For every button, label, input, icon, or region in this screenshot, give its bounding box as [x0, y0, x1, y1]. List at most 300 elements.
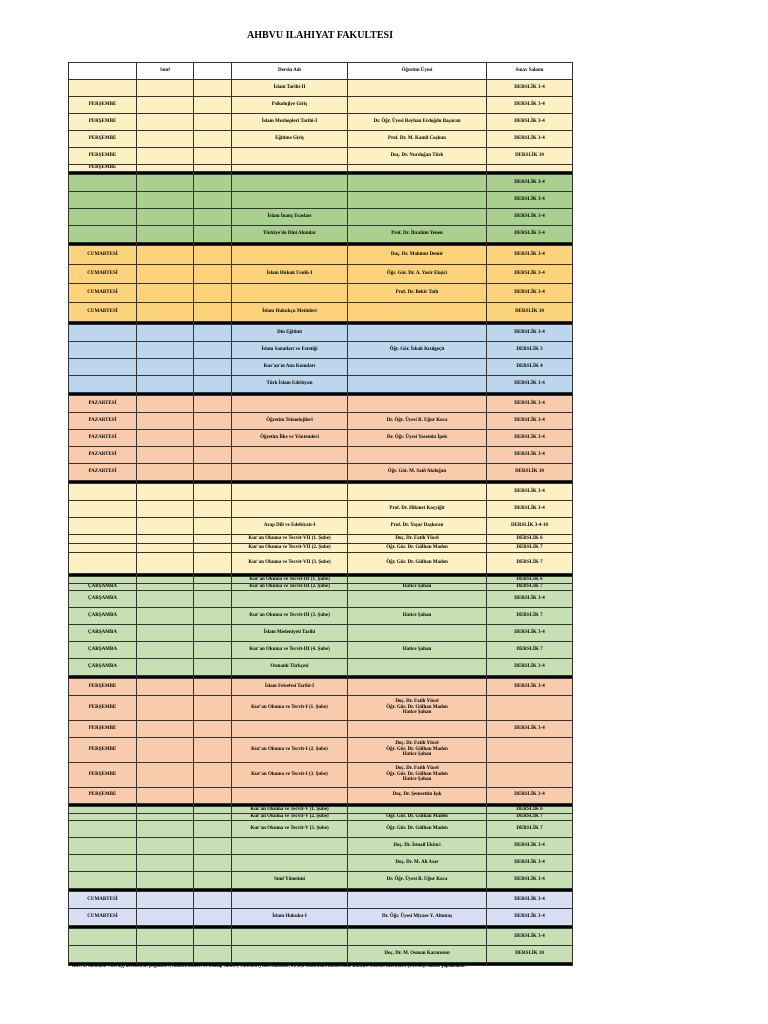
day-cell	[69, 483, 137, 500]
teacher-cell: Öğr. Gör. Dr. Gülhan Maden	[348, 552, 487, 573]
blank-cell	[194, 463, 232, 480]
teacher-cell: Doç. Dr. M. Ali Asar	[348, 854, 487, 871]
table-row	[69, 720, 573, 737]
blank-cell	[194, 302, 232, 321]
room-cell: DERSLİK 6	[487, 534, 573, 543]
room-cell: DERSLİK 7	[487, 641, 573, 658]
teacher-cell	[348, 624, 487, 641]
teacher-cell	[348, 590, 487, 607]
teacher-cell: Prof. Dr. M. Kamil Coşkun	[348, 131, 487, 148]
room-cell: DERSLİK 3-4	[487, 225, 573, 242]
room-cell	[487, 165, 573, 172]
teacher-cell: Doç. Dr. Fatih Yücel Öğr. Gör. Dr. Gülhan Maden Hatice Şahan	[348, 737, 487, 762]
course-cell: İslam Medeniyeti Tarihi	[232, 624, 348, 641]
blank-cell	[194, 341, 232, 358]
course-cell: Kur'an Okuma ve Tecvit-III (3. Şube)	[232, 607, 348, 624]
day-cell: PERŞEMBE	[69, 695, 137, 720]
class-cell	[137, 174, 194, 191]
course-cell	[232, 720, 348, 737]
blank-cell	[194, 446, 232, 463]
class-cell	[137, 820, 194, 837]
room-cell: DERSLİK 7	[487, 813, 573, 820]
page-title: AHBVU ILAHIYAT FAKULTESI	[247, 30, 393, 41]
course-cell	[232, 283, 348, 302]
course-cell: Kur'an Okuma ve Tecvit-I (1. Şube)	[232, 695, 348, 720]
course-cell	[232, 395, 348, 412]
class-cell	[137, 552, 194, 573]
blank-cell	[194, 97, 232, 114]
class-cell	[137, 762, 194, 787]
table-row	[69, 543, 573, 552]
class-cell	[137, 813, 194, 820]
table-row	[69, 928, 573, 945]
day-cell: PAZARTESİ	[69, 463, 137, 480]
blank-cell	[194, 148, 232, 165]
blank-cell	[194, 813, 232, 820]
table-row	[69, 500, 573, 517]
table-row	[69, 945, 573, 962]
room-cell: DERSLİK 3-4	[487, 500, 573, 517]
teacher-cell: Doç. Dr. Mahmut Demir	[348, 245, 487, 264]
teacher-cell: Dr. Öğr. Üyesi Yasemin İpek	[348, 429, 487, 446]
blank-cell	[194, 658, 232, 675]
room-cell: DERSLİK 3-4	[487, 624, 573, 641]
course-cell	[232, 590, 348, 607]
table-row	[69, 191, 573, 208]
class-cell	[137, 165, 194, 172]
class-cell	[137, 787, 194, 803]
course-cell: Kur'an Okuma ve Tecvit-V (2. Şube)	[232, 813, 348, 820]
room-cell	[487, 737, 573, 762]
table-row	[69, 80, 573, 97]
blank-cell	[194, 174, 232, 191]
blank-cell	[194, 871, 232, 888]
class-cell	[137, 463, 194, 480]
table-row	[69, 837, 573, 854]
class-cell	[137, 412, 194, 429]
day-cell	[69, 837, 137, 854]
day-cell	[69, 552, 137, 573]
exam-schedule-table	[68, 62, 573, 966]
course-cell: Kur'an Okuma ve Tecvit-III (4. Şube)	[232, 641, 348, 658]
table-row	[69, 854, 573, 871]
day-cell: ÇARŞAMBA	[69, 607, 137, 624]
teacher-cell	[348, 483, 487, 500]
teacher-cell	[348, 80, 487, 97]
teacher-cell: Dr. Öğr. Üyesi Reyhan Erdoğdu Başaran	[348, 114, 487, 131]
footnote: NOT: 1. Sınıfların YÖK 5(i) derslerinin (İngilizce I, Atatürk İlkeleri ve İnkılap Tarihi I, Türk Dili I) tüm sınavları; 6,7,8,9 Ocak 2025 tarihlerinde BİLGER sistemi üzerinden çevrimiçi olarak yapılacaktır.	[72, 963, 466, 968]
teacher-cell	[348, 324, 487, 341]
header-blank	[194, 63, 232, 80]
class-cell	[137, 737, 194, 762]
day-cell: PERŞEMBE	[69, 787, 137, 803]
room-cell: DERSLİK 3-4	[487, 264, 573, 283]
blank-cell	[194, 820, 232, 837]
course-cell: İslam İnanç Esasları	[232, 208, 348, 225]
table-row	[69, 552, 573, 573]
table-row	[69, 607, 573, 624]
table-row	[69, 264, 573, 283]
table-row	[69, 590, 573, 607]
blank-cell	[194, 131, 232, 148]
teacher-cell: Doç. Dr. M. Osman Karatosun	[348, 945, 487, 962]
day-cell: ÇARŞAMBA	[69, 641, 137, 658]
course-cell	[232, 500, 348, 517]
day-cell: ÇARŞAMBA	[69, 624, 137, 641]
day-cell	[69, 871, 137, 888]
teacher-cell	[348, 208, 487, 225]
blank-cell	[194, 908, 232, 925]
table-row	[69, 737, 573, 762]
table-row	[69, 375, 573, 392]
teacher-cell	[348, 375, 487, 392]
day-cell	[69, 191, 137, 208]
room-cell: DERSLİK 3-4	[487, 787, 573, 803]
day-cell	[69, 174, 137, 191]
class-cell	[137, 446, 194, 463]
blank-cell	[194, 245, 232, 264]
course-cell: Kur'an Okuma ve Tecvit-V (3. Şube)	[232, 820, 348, 837]
table-row	[69, 208, 573, 225]
day-cell: PERŞEMBE	[69, 148, 137, 165]
blank-cell	[194, 208, 232, 225]
course-cell: Din Eğitimi	[232, 324, 348, 341]
day-cell	[69, 928, 137, 945]
day-cell	[69, 225, 137, 242]
teacher-cell: Doç. Dr. İsmail Ekinci	[348, 837, 487, 854]
class-cell	[137, 302, 194, 321]
room-cell: DERSLİK 3-4	[487, 720, 573, 737]
class-cell	[137, 324, 194, 341]
day-cell: PERŞEMBE	[69, 131, 137, 148]
teacher-cell: Hatice Şahan	[348, 583, 487, 590]
day-cell: PAZARTESİ	[69, 446, 137, 463]
room-cell: DERSLİK 3-4	[487, 245, 573, 264]
room-cell: DERSLİK 7	[487, 583, 573, 590]
class-cell	[137, 245, 194, 264]
blank-cell	[194, 576, 232, 583]
teacher-cell	[348, 928, 487, 945]
teacher-cell: Öğr. Gör. Dr. A. Yasir Ekşici	[348, 264, 487, 283]
blank-cell	[194, 191, 232, 208]
blank-cell	[194, 283, 232, 302]
course-cell: Türkiye'de Dini Akımlar	[232, 225, 348, 242]
class-cell	[137, 543, 194, 552]
teacher-cell	[348, 165, 487, 172]
room-cell: DERSLİK 3-4	[487, 678, 573, 695]
class-cell	[137, 517, 194, 534]
day-cell: PAZARTESİ	[69, 429, 137, 446]
class-cell	[137, 264, 194, 283]
class-cell	[137, 395, 194, 412]
day-cell: ÇARŞAMBA	[69, 590, 137, 607]
blank-cell	[194, 624, 232, 641]
day-cell	[69, 80, 137, 97]
blank-cell	[194, 762, 232, 787]
day-cell: PERŞEMBE	[69, 97, 137, 114]
blank-cell	[194, 358, 232, 375]
class-cell	[137, 429, 194, 446]
room-cell: DERSLİK 7	[487, 607, 573, 624]
table-row	[69, 283, 573, 302]
course-cell: İslam Felsefesi Tarihi-I	[232, 678, 348, 695]
room-cell: DERSLİK 3-4	[487, 483, 573, 500]
teacher-cell: Dr. Öğr. Üyesi B. Uğur Koca	[348, 871, 487, 888]
room-cell: DERSLİK 3-4	[487, 837, 573, 854]
course-cell	[232, 928, 348, 945]
class-cell	[137, 80, 194, 97]
day-cell: PERŞEMBE	[69, 678, 137, 695]
day-cell	[69, 576, 137, 583]
room-cell: DERSLİK 3-4	[487, 324, 573, 341]
table-row	[69, 114, 573, 131]
teacher-cell: Hatice Şahan	[348, 641, 487, 658]
table-row	[69, 820, 573, 837]
teacher-cell: Doç. Dr. Nurdoğan Türk	[348, 148, 487, 165]
class-cell	[137, 576, 194, 583]
blank-cell	[194, 500, 232, 517]
course-cell	[232, 446, 348, 463]
course-cell: İslam Tarihi-II	[232, 80, 348, 97]
room-cell: DERSLİK 3-4-10	[487, 517, 573, 534]
teacher-cell: Doç. Dr. Şemsettin Işık	[348, 787, 487, 803]
table-row	[69, 583, 573, 590]
course-cell: İslam Hukuku-I	[232, 908, 348, 925]
table-row	[69, 324, 573, 341]
blank-cell	[194, 517, 232, 534]
table-row	[69, 813, 573, 820]
table-row	[69, 341, 573, 358]
course-cell	[232, 837, 348, 854]
blank-cell	[194, 787, 232, 803]
room-cell: DERSLİK 3-4	[487, 891, 573, 908]
table-row	[69, 245, 573, 264]
day-cell: CUMARTESİ	[69, 264, 137, 283]
table-row	[69, 97, 573, 114]
blank-cell	[194, 80, 232, 97]
room-cell: DERSLİK 3-4	[487, 854, 573, 871]
table-body	[69, 80, 573, 966]
day-cell	[69, 358, 137, 375]
table-row	[69, 429, 573, 446]
day-cell: CUMARTESİ	[69, 245, 137, 264]
room-cell: DERSLİK 6	[487, 806, 573, 813]
class-cell	[137, 837, 194, 854]
course-cell: Arap Dili ve Edebiyatı-I	[232, 517, 348, 534]
class-cell	[137, 641, 194, 658]
course-cell	[232, 945, 348, 962]
teacher-cell: Dr. Öğr. Üyesi Miyase Y. Altıntaş	[348, 908, 487, 925]
class-cell	[137, 131, 194, 148]
room-cell: DERSLİK 10	[487, 302, 573, 321]
room-cell	[487, 762, 573, 787]
room-cell: DERSLİK 3-4	[487, 908, 573, 925]
blank-cell	[194, 806, 232, 813]
blank-cell	[194, 837, 232, 854]
blank-cell	[194, 695, 232, 720]
day-cell	[69, 375, 137, 392]
table-row	[69, 483, 573, 500]
room-cell: DERSLİK 3-4	[487, 928, 573, 945]
teacher-cell: Prof. Dr. Yaşar Daşkıran	[348, 517, 487, 534]
table-row	[69, 658, 573, 675]
class-cell	[137, 908, 194, 925]
table-row	[69, 806, 573, 813]
class-cell	[137, 720, 194, 737]
room-cell: DERSLİK 3-4	[487, 80, 573, 97]
class-cell	[137, 375, 194, 392]
teacher-cell: Öğr. Gör. Dr. Gülhan Maden	[348, 543, 487, 552]
class-cell	[137, 695, 194, 720]
day-cell	[69, 500, 137, 517]
blank-cell	[194, 678, 232, 695]
room-cell: DERSLİK 3-4	[487, 191, 573, 208]
course-cell	[232, 463, 348, 480]
room-cell: DERSLİK 4	[487, 358, 573, 375]
course-cell: İslam Sanatları ve Estetiği	[232, 341, 348, 358]
teacher-cell: Prof. Dr. Hikmet Koçyiğit	[348, 500, 487, 517]
class-cell	[137, 871, 194, 888]
course-cell: Öğretim Teknolojileri	[232, 412, 348, 429]
room-cell: DERSLİK 3-4	[487, 114, 573, 131]
blank-cell	[194, 165, 232, 172]
day-cell: PERŞEMBE	[69, 720, 137, 737]
blank-cell	[194, 483, 232, 500]
table-row	[69, 678, 573, 695]
teacher-cell: Öğr. Gör. M. Said Akdoğan	[348, 463, 487, 480]
teacher-cell: Doç. Dr. Fatih Yücel Öğr. Gör. Dr. Gülhan Maden Hatice Şahan	[348, 762, 487, 787]
teacher-cell	[348, 358, 487, 375]
day-cell: PERŞEMBE	[69, 737, 137, 762]
day-cell: PERŞEMBE	[69, 114, 137, 131]
course-cell	[232, 787, 348, 803]
class-cell	[137, 97, 194, 114]
room-cell: DERSLİK 3-4	[487, 395, 573, 412]
day-cell: PAZARTESİ	[69, 395, 137, 412]
day-cell: PERŞEMBE	[69, 165, 137, 172]
room-cell: DERSLİK 6	[487, 576, 573, 583]
table-row	[69, 871, 573, 888]
room-cell: DERSLİK 3-4	[487, 658, 573, 675]
class-cell	[137, 114, 194, 131]
blank-cell	[194, 114, 232, 131]
blank-cell	[194, 534, 232, 543]
blank-cell	[194, 375, 232, 392]
class-cell	[137, 891, 194, 908]
teacher-cell	[348, 658, 487, 675]
day-cell: CUMARTESİ	[69, 283, 137, 302]
header-teacher: Öğretim Üyesi	[348, 63, 487, 80]
course-cell: İslam Hukuk Usulü-I	[232, 264, 348, 283]
teacher-cell	[348, 720, 487, 737]
day-cell	[69, 324, 137, 341]
course-cell: Öğretim İlke ve Yöntemleri	[232, 429, 348, 446]
day-cell	[69, 208, 137, 225]
table-row	[69, 225, 573, 242]
room-cell: DERSLİK 3-4	[487, 429, 573, 446]
class-cell	[137, 607, 194, 624]
table-row	[69, 395, 573, 412]
day-cell	[69, 813, 137, 820]
teacher-cell: Doç. Dr. Fatih Yücel	[348, 534, 487, 543]
class-cell	[137, 148, 194, 165]
blank-cell	[194, 891, 232, 908]
class-cell	[137, 358, 194, 375]
day-cell	[69, 543, 137, 552]
teacher-cell: Öğr. Gör. İshak Kızılgeçit	[348, 341, 487, 358]
room-cell: DERSLİK 3	[487, 341, 573, 358]
course-cell: Sınıf Yönetimi	[232, 871, 348, 888]
room-cell: DERSLİK 3-4	[487, 283, 573, 302]
course-cell	[232, 191, 348, 208]
day-cell: CUMARTESİ	[69, 908, 137, 925]
teacher-cell	[348, 395, 487, 412]
blank-cell	[194, 264, 232, 283]
room-cell	[487, 695, 573, 720]
course-cell	[232, 854, 348, 871]
class-cell	[137, 483, 194, 500]
day-cell	[69, 517, 137, 534]
teacher-cell	[348, 891, 487, 908]
room-cell: DERSLİK 3-4	[487, 871, 573, 888]
room-cell: DERSLİK 3-4	[487, 131, 573, 148]
course-cell	[232, 483, 348, 500]
day-cell: CUMARTESİ	[69, 302, 137, 321]
class-cell	[137, 590, 194, 607]
class-cell	[137, 806, 194, 813]
blank-cell	[194, 395, 232, 412]
teacher-cell: Prof. Dr. İbrahim Yenen	[348, 225, 487, 242]
table-row	[69, 412, 573, 429]
class-cell	[137, 283, 194, 302]
blank-cell	[194, 225, 232, 242]
teacher-cell	[348, 806, 487, 813]
class-cell	[137, 500, 194, 517]
teacher-cell: Hatice Şahan	[348, 607, 487, 624]
blank-cell	[194, 590, 232, 607]
teacher-cell: Dr. Öğr. Üyesi B. Uğur Koca	[348, 412, 487, 429]
blank-cell	[194, 854, 232, 871]
day-cell: CUMARTESİ	[69, 891, 137, 908]
blank-cell	[194, 720, 232, 737]
day-cell: PERŞEMBE	[69, 762, 137, 787]
blank-cell	[194, 412, 232, 429]
blank-cell	[194, 324, 232, 341]
course-cell: Kur'an Okuma ve Tecvit-I (3. Şube)	[232, 762, 348, 787]
header-class: Sınıf	[137, 63, 194, 80]
class-cell	[137, 854, 194, 871]
teacher-cell: Öğr. Gör. Dr. Gülhan Maden	[348, 813, 487, 820]
class-cell	[137, 191, 194, 208]
table-row	[69, 165, 573, 172]
day-cell	[69, 945, 137, 962]
room-cell: DERSLİK 3-4	[487, 412, 573, 429]
room-cell: DERSLİK 7	[487, 552, 573, 573]
header-course: Dersin Adı	[232, 63, 348, 80]
blank-cell	[194, 552, 232, 573]
teacher-cell	[348, 302, 487, 321]
course-cell: Kur'an Okuma ve Tecvit-VII (3. Şube)	[232, 552, 348, 573]
teacher-cell: Prof. Dr. Bekir Tatlı	[348, 283, 487, 302]
room-cell: DERSLİK 3-4	[487, 446, 573, 463]
day-cell	[69, 806, 137, 813]
course-cell: Kur'an Okuma ve Tecvit-VII (2. Şube)	[232, 543, 348, 552]
room-cell: DERSLİK 3-4	[487, 208, 573, 225]
day-cell	[69, 854, 137, 871]
course-cell	[232, 245, 348, 264]
teacher-cell	[348, 446, 487, 463]
blank-cell	[194, 543, 232, 552]
